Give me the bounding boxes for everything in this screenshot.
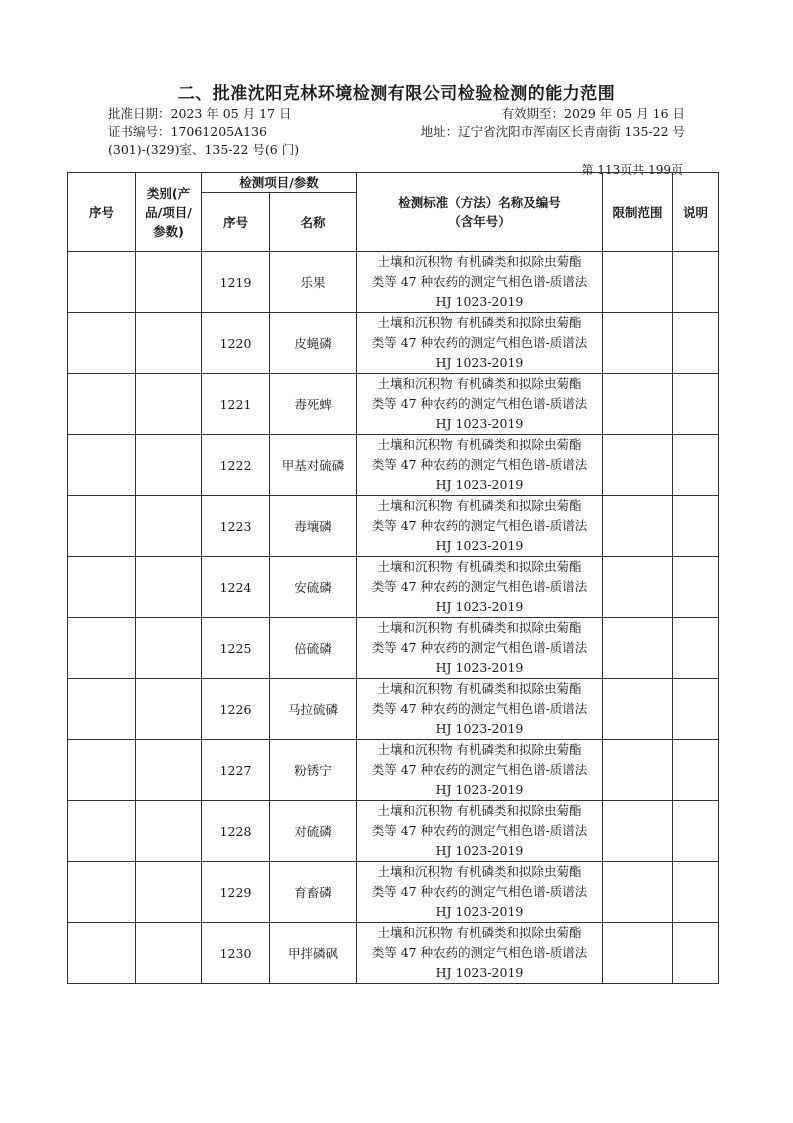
standard-line-2: 类等 47 种农药的测定气相色谱-质谱法 xyxy=(371,518,588,533)
table-row xyxy=(68,435,719,496)
table-row xyxy=(68,618,719,679)
row-limit xyxy=(603,862,673,923)
standard-code: HJ 1023-2019 xyxy=(435,355,524,370)
row-item-name: 甲基对硫磷 xyxy=(270,435,357,496)
row-item-number: 1223 xyxy=(202,496,270,557)
row-standard xyxy=(357,496,603,557)
approval-date: 批准日期：2023 年 05 月 17 日 xyxy=(108,106,292,121)
row-note xyxy=(673,923,719,984)
row-limit xyxy=(603,496,673,557)
standard-code: HJ 1023-2019 xyxy=(435,477,524,492)
row-standard xyxy=(357,252,603,313)
row-note xyxy=(673,557,719,618)
row-item-name: 对硫磷 xyxy=(270,801,357,862)
row-item-number: 1224 xyxy=(202,557,270,618)
row-standard xyxy=(357,435,603,496)
standard-line-2: 类等 47 种农药的测定气相色谱-质谱法 xyxy=(371,945,588,960)
row-limit xyxy=(603,435,673,496)
row-limit xyxy=(603,313,673,374)
row-standard xyxy=(357,923,603,984)
table-row xyxy=(68,374,719,435)
standard-line-2: 类等 47 种农药的测定气相色谱-质谱法 xyxy=(371,335,588,350)
page-number: 第 113页共 199页 xyxy=(581,163,683,177)
row-item-name: 甲拌磷砜 xyxy=(270,923,357,984)
standard-code: HJ 1023-2019 xyxy=(435,416,524,431)
row-item-name: 安硫磷 xyxy=(270,557,357,618)
row-seq xyxy=(68,923,136,984)
row-seq xyxy=(68,740,136,801)
row-standard xyxy=(357,862,603,923)
table-row xyxy=(68,862,719,923)
header-standard xyxy=(357,173,603,252)
row-seq xyxy=(68,557,136,618)
table-row xyxy=(68,801,719,862)
row-category xyxy=(136,374,202,435)
standard-line-1: 土壤和沉积物 有机磷类和拟除虫菊酯 xyxy=(377,864,582,879)
row-category xyxy=(136,923,202,984)
row-note xyxy=(673,313,719,374)
row-item-number: 1230 xyxy=(202,923,270,984)
row-limit xyxy=(603,679,673,740)
header-category xyxy=(136,173,202,252)
header-item-name: 名称 xyxy=(270,193,357,252)
row-note xyxy=(673,252,719,313)
row-item-number: 1225 xyxy=(202,618,270,679)
standard-line-1: 土壤和沉积物 有机磷类和拟除虫菊酯 xyxy=(377,620,582,635)
row-seq xyxy=(68,313,136,374)
row-item-number: 1220 xyxy=(202,313,270,374)
standard-code: HJ 1023-2019 xyxy=(435,599,524,614)
row-limit xyxy=(603,557,673,618)
row-standard xyxy=(357,801,603,862)
standard-line-2: 类等 47 种农药的测定气相色谱-质谱法 xyxy=(371,274,588,289)
row-note xyxy=(673,618,719,679)
standard-line-1: 土壤和沉积物 有机磷类和拟除虫菊酯 xyxy=(377,315,582,330)
standard-code: HJ 1023-2019 xyxy=(435,294,524,309)
row-limit xyxy=(603,252,673,313)
standard-line-1: 土壤和沉积物 有机磷类和拟除虫菊酯 xyxy=(377,559,582,574)
header-item-group: 检测项目/参数 xyxy=(202,173,357,193)
row-seq xyxy=(68,496,136,557)
row-category xyxy=(136,740,202,801)
table-row xyxy=(68,313,719,374)
standard-code: HJ 1023-2019 xyxy=(435,904,524,919)
row-category xyxy=(136,313,202,374)
row-item-name: 毒死蜱 xyxy=(270,374,357,435)
standard-line-2: 类等 47 种农药的测定气相色谱-质谱法 xyxy=(371,762,588,777)
row-seq xyxy=(68,862,136,923)
row-seq xyxy=(68,618,136,679)
address-continuation: (301)-(329)室、135-22 号(6 门) xyxy=(108,142,300,157)
row-item-name: 倍硫磷 xyxy=(270,618,357,679)
header-seq: 序号 xyxy=(68,173,136,252)
table-body xyxy=(68,252,719,984)
standard-code: HJ 1023-2019 xyxy=(435,721,524,736)
standard-line-1: 土壤和沉积物 有机磷类和拟除虫菊酯 xyxy=(377,742,582,757)
standard-line-1: 土壤和沉积物 有机磷类和拟除虫菊酯 xyxy=(377,376,582,391)
row-category xyxy=(136,557,202,618)
row-seq xyxy=(68,252,136,313)
row-standard xyxy=(357,679,603,740)
row-limit xyxy=(603,801,673,862)
row-item-number: 1226 xyxy=(202,679,270,740)
standard-line-1: 土壤和沉积物 有机磷类和拟除虫菊酯 xyxy=(377,925,582,940)
row-note xyxy=(673,862,719,923)
row-category xyxy=(136,496,202,557)
valid-until: 有效期至：2029 年 05 月 16 日 xyxy=(501,106,685,121)
row-item-name: 乐果 xyxy=(270,252,357,313)
row-standard xyxy=(357,374,603,435)
row-category xyxy=(136,679,202,740)
standard-code: HJ 1023-2019 xyxy=(435,965,524,980)
row-item-number: 1228 xyxy=(202,801,270,862)
row-item-number: 1227 xyxy=(202,740,270,801)
standard-line-2: 类等 47 种农药的测定气相色谱-质谱法 xyxy=(371,396,588,411)
row-item-number: 1222 xyxy=(202,435,270,496)
row-category xyxy=(136,435,202,496)
row-standard xyxy=(357,557,603,618)
row-note xyxy=(673,679,719,740)
table-row xyxy=(68,557,719,618)
standard-line-1: 土壤和沉积物 有机磷类和拟除虫菊酯 xyxy=(377,498,582,513)
row-limit xyxy=(603,740,673,801)
standard-line-2: 类等 47 种农药的测定气相色谱-质谱法 xyxy=(371,823,588,838)
standard-line-2: 类等 47 种农药的测定气相色谱-质谱法 xyxy=(371,884,588,899)
certificate-number: 证书编号：17061205A136 xyxy=(108,124,268,139)
row-item-number: 1219 xyxy=(202,252,270,313)
row-category xyxy=(136,862,202,923)
standard-line-1: 土壤和沉积物 有机磷类和拟除虫菊酯 xyxy=(377,254,582,269)
capability-table xyxy=(67,172,719,984)
row-note xyxy=(673,435,719,496)
row-item-name: 毒壤磷 xyxy=(270,496,357,557)
row-limit xyxy=(603,923,673,984)
row-standard xyxy=(357,740,603,801)
row-seq xyxy=(68,679,136,740)
row-seq xyxy=(68,374,136,435)
standard-code: HJ 1023-2019 xyxy=(435,782,524,797)
table-row xyxy=(68,679,719,740)
row-seq xyxy=(68,801,136,862)
standard-code: HJ 1023-2019 xyxy=(435,538,524,553)
row-limit xyxy=(603,618,673,679)
row-item-name: 皮蝇磷 xyxy=(270,313,357,374)
header-limit: 限制范围 xyxy=(603,173,673,252)
header-standard-label: 检测标准（方法）名称及编号（含年号） xyxy=(398,195,561,229)
row-seq xyxy=(68,435,136,496)
address: 地址：辽宁省沈阳市浑南区长青南街 135-22 号 xyxy=(420,124,685,139)
row-category xyxy=(136,618,202,679)
standard-code: HJ 1023-2019 xyxy=(435,843,524,858)
row-category xyxy=(136,252,202,313)
standard-line-2: 类等 47 种农药的测定气相色谱-质谱法 xyxy=(371,701,588,716)
table-row xyxy=(68,496,719,557)
row-item-name: 马拉硫磷 xyxy=(270,679,357,740)
standard-line-1: 土壤和沉积物 有机磷类和拟除虫菊酯 xyxy=(377,803,582,818)
row-note xyxy=(673,496,719,557)
standard-line-1: 土壤和沉积物 有机磷类和拟除虫菊酯 xyxy=(377,681,582,696)
row-category xyxy=(136,801,202,862)
header-note: 说明 xyxy=(673,173,719,252)
row-item-name: 粉锈宁 xyxy=(270,740,357,801)
standard-line-2: 类等 47 种农药的测定气相色谱-质谱法 xyxy=(371,640,588,655)
standard-code: HJ 1023-2019 xyxy=(435,660,524,675)
row-note xyxy=(673,801,719,862)
header-category-label: 类别(产品/项目/参数) xyxy=(145,185,192,239)
row-item-number: 1221 xyxy=(202,374,270,435)
row-standard xyxy=(357,313,603,374)
row-item-number: 1229 xyxy=(202,862,270,923)
header-item-seq: 序号 xyxy=(202,193,270,252)
row-limit xyxy=(603,374,673,435)
page-title: 二、批准沈阳克林环境检测有限公司检验检测的能力范围 xyxy=(177,84,616,104)
row-note xyxy=(673,740,719,801)
table-row xyxy=(68,923,719,984)
table-row xyxy=(68,252,719,313)
table-row xyxy=(68,740,719,801)
row-standard xyxy=(357,618,603,679)
standard-line-2: 类等 47 种农药的测定气相色谱-质谱法 xyxy=(371,457,588,472)
row-note xyxy=(673,374,719,435)
standard-line-2: 类等 47 种农药的测定气相色谱-质谱法 xyxy=(371,579,588,594)
standard-line-1: 土壤和沉积物 有机磷类和拟除虫菊酯 xyxy=(377,437,582,452)
row-item-name: 育畜磷 xyxy=(270,862,357,923)
